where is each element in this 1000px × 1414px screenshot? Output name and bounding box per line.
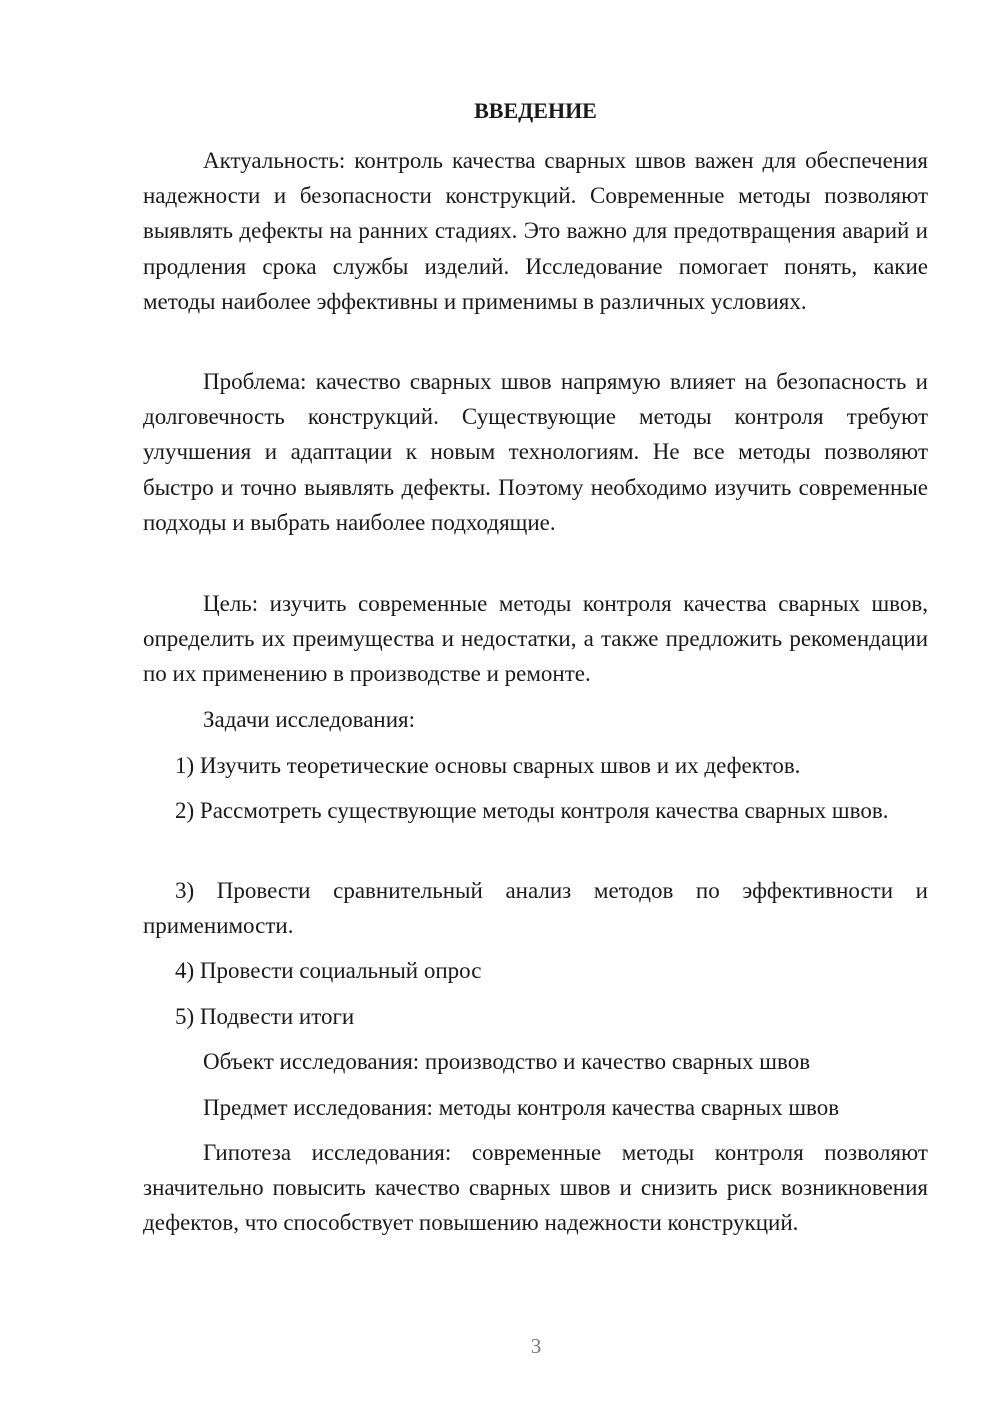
task-item-1: 1) Изучить теоретические основы сварных швов и их дефектов.: [175, 753, 801, 778]
task-item-3: 3) Провести сравнительный анализ методов по эффективности и применимости.: [143, 878, 928, 939]
task-item-2: 2) Рассмотреть существующие методы контроля качества сварных швов.: [175, 798, 889, 823]
task-item-4: 4) Провести социальный опрос: [175, 958, 482, 983]
paragraph-goal: Цель: изучить современные методы контроля качества сварных швов, определить их преимущества и недостатки, а также предложить рекомендации по их применению в производстве и ремонте.: [143, 591, 928, 687]
page-title: ВВЕДЕНИЕ: [474, 98, 597, 123]
paragraph-problem: Проблема: качество сварных швов напрямую влияет на безопасность и долговечность конструкций. Существующие методы контроля требуют улучшения и адаптации к новым технологиям. Не все методы позволяют быстро и точно выявлять дефекты. Поэтому необходимо изучить современные подходы и выбрать наиболее подходящие.: [143, 369, 928, 535]
task-item-5: 5) Подвести итоги: [175, 1004, 355, 1029]
paragraph-object: Объект исследования: производство и качество сварных швов: [203, 1049, 811, 1074]
paragraph-subject: Предмет исследования: методы контроля качества сварных швов: [203, 1095, 840, 1120]
paragraph-tasks-heading: Задачи исследования:: [203, 707, 416, 732]
page-number: 3: [530, 1334, 542, 1358]
paragraph-hypothesis: Гипотеза исследования: современные методы контроля позволяют значительно повысить качество сварных швов и снизить риск возникновения дефектов, что способствует повышению надежности конструкций.: [143, 1140, 928, 1236]
paragraph-relevance: Актуальность: контроль качества сварных швов важен для обеспечения надежности и безопасности конструкций. Современные методы позволяют выявлять дефекты на ранних стадиях. Это важно для предотвращения аварий и продления срока службы изделий. Исследование помогает понять, какие методы наиболее эффективны и применимы в различных условиях.: [143, 148, 928, 314]
